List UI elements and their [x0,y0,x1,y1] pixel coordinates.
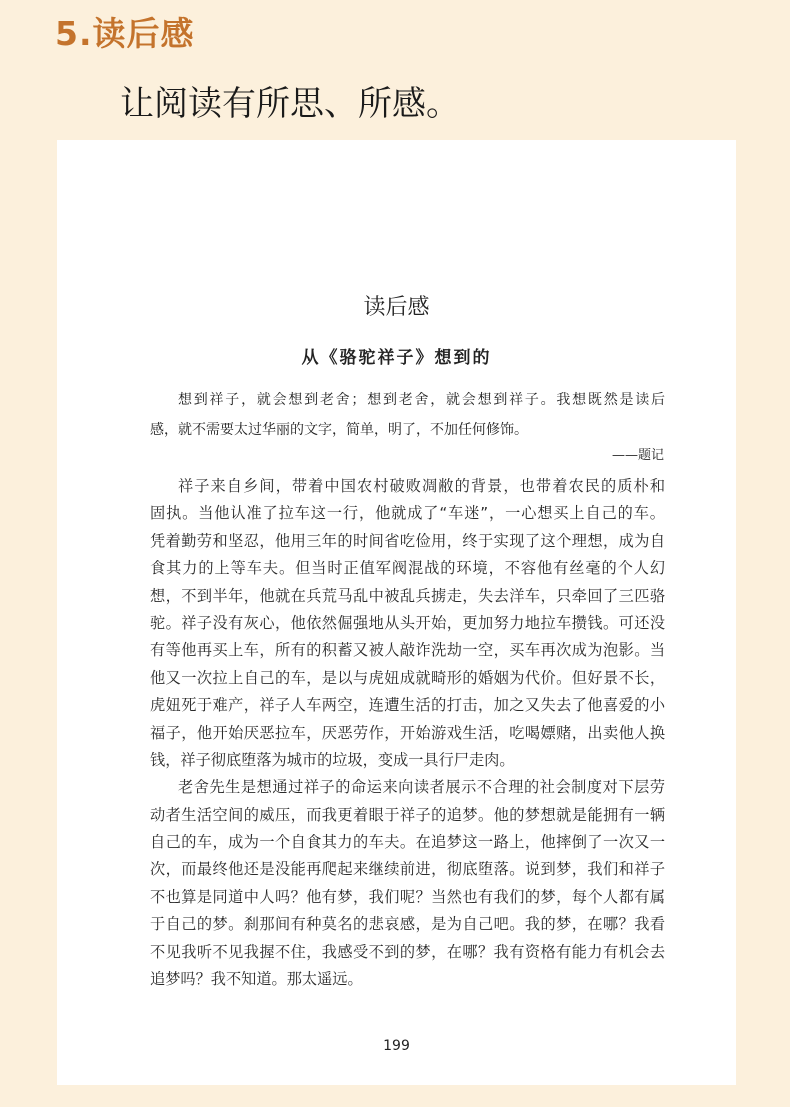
paragraph [150,473,665,774]
text-line: 固执。当他认准了拉车这一行，他就成了“车迷”，一心想买上自己的车。 [150,504,665,523]
text-line: 自己的车，成为一个自食其力的车夫。在追梦这一路上，他摔倒了一次又一 [150,833,665,852]
section-heading: 5.读后感 [55,14,195,53]
epigraph [150,385,665,445]
page-title: 读后感 [363,295,430,320]
text-line: 虎妞死于难产，祥子人车两空，连遭生活的打击，加之又失去了他喜爱的小 [150,696,665,715]
text-line: 祥子来自乡间，带着中国农村破败凋敝的背景，也带着农民的质朴和 [178,477,665,495]
paragraph [150,774,665,993]
text-line: 驼。祥子没有灰心，他依然倔强地从头开始，更加努力地拉车攒钱。可还没 [150,613,665,632]
text-line: 追梦吗？我不知道。那太遥远。 [150,970,363,989]
book-page [57,140,736,1085]
page-number: 199 [383,1038,410,1054]
essay-title: 从《骆驼祥子》想到的 [301,348,492,368]
epigraph-line: 感，就不需要太过华丽的文字，简单，明了，不加任何修饰。 [150,422,528,438]
epigraph-line: 想到祥子，就会想到老舍；想到老舍，就会想到祥子。我想既然是读后 [178,392,665,408]
text-line: 有等他再买上车，所有的积蓄又被人敲诈洗劫一空，买车再次成为泡影。当 [150,641,665,660]
text-line: 不见我听不见我握不住，我感受不到的梦，在哪？我有资格有能力有机会去 [150,942,665,961]
text-line: 想，不到半年，他就在兵荒马乱中被乱兵掳走，失去洋车，只牵回了三匹骆 [150,586,665,605]
section-subtitle: 让阅读有所思、所感。 [120,84,460,124]
epigraph-sign: ——题记 [611,448,664,463]
text-line: 他又一次拉上自己的车，是以与虎妞成就畸形的婚姻为代价。但好景不长， [150,668,665,687]
text-line: 老舍先生是想通过祥子的命运来向读者展示不合理的社会制度对下层劳 [178,778,665,797]
text-line: 食其力的上等车夫。但当时正值军阀混战的环境，不容他有丝毫的个人幻 [150,559,665,578]
text-line: 于自己的梦。刹那间有种莫名的悲哀感，是为自己吧。我的梦，在哪？我看 [150,915,665,934]
text-line: 福子，他开始厌恶拉车，厌恶劳作，开始游戏生活，吃喝嫖赌，出卖他人换 [150,723,665,742]
text-line: 次，而最终他还是没能再爬起来继续前进，彻底堕落。说到梦，我们和祥子 [150,860,665,879]
text-line: 钱，祥子彻底堕落为城市的垃圾，变成一具行尸走肉。 [150,750,515,769]
text-line: 凭着勤劳和坚忍，他用三年的时间省吃俭用，终于实现了这个理想，成为自 [150,531,665,550]
text-line: 不也算是同道中人吗？他有梦，我们呢？当然也有我们的梦，每个人都有属 [150,887,665,906]
text-line: 动者生活空间的威压，而我更着眼于祥子的追梦。他的梦想就是能拥有一辆 [150,805,665,824]
essay-body [150,473,665,993]
